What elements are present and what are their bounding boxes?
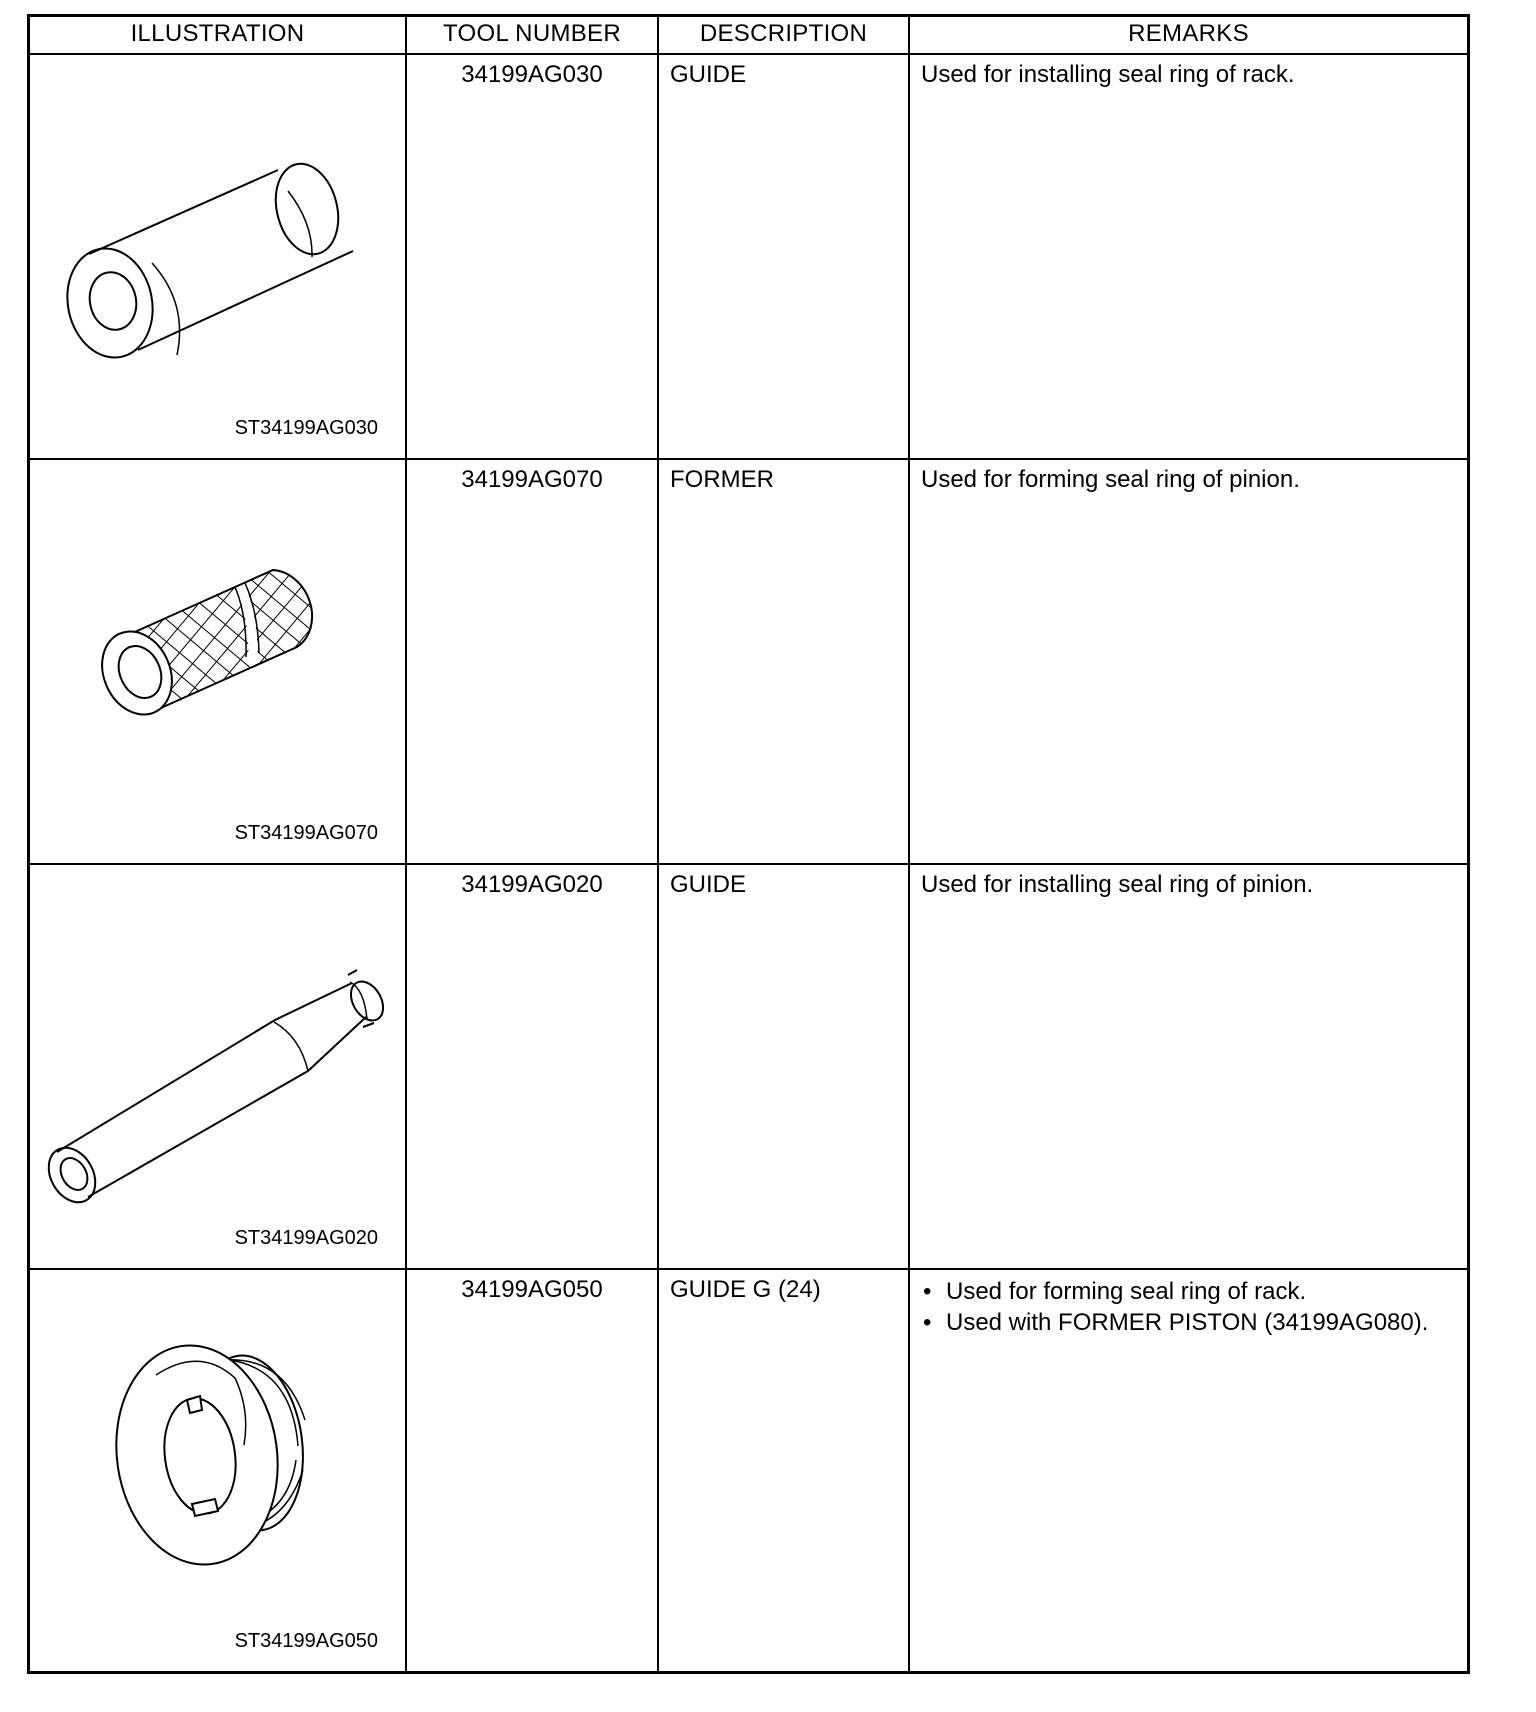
- illustration-cell: [30, 460, 407, 863]
- tool-description: GUIDE: [659, 55, 910, 458]
- tapered-guide-illustration: [30, 55, 407, 460]
- tool-remarks: [910, 865, 1467, 1268]
- bullet: •: [923, 1278, 932, 1305]
- remark-text: Used for installing seal ring of rack.: [921, 61, 1295, 88]
- header-tool-number: TOOL NUMBER: [407, 17, 659, 53]
- tool-description: GUIDE G (24): [659, 1270, 910, 1671]
- remark-text: Used for forming seal ring of pinion.: [921, 466, 1300, 493]
- tool-number: 34199AG020: [407, 865, 659, 1268]
- list-item: [921, 1307, 1467, 1338]
- illustration-cell: [30, 865, 407, 1268]
- guide-g-disc-illustration: [30, 1270, 407, 1675]
- illustration-code: ST34199AG030: [234, 417, 378, 439]
- bullet: •: [923, 1309, 932, 1336]
- tool-remarks: [910, 1270, 1467, 1671]
- header-description: DESCRIPTION: [659, 17, 910, 53]
- header-remarks: REMARKS: [1128, 20, 1249, 47]
- knurled-former-illustration: [30, 460, 407, 865]
- header-illustration: ILLUSTRATION: [30, 17, 407, 53]
- tool-number: 34199AG030: [407, 55, 659, 458]
- list-item: [921, 1276, 1467, 1307]
- table-row: [30, 1270, 1467, 1671]
- remark-text: Used for installing seal ring of pinion.: [921, 871, 1314, 898]
- tool-number: 34199AG070: [407, 460, 659, 863]
- table-row: [30, 460, 1467, 865]
- table-row: [30, 55, 1467, 460]
- tool-remarks: [910, 460, 1467, 863]
- remarks-list: [921, 1276, 1467, 1338]
- remark-text: Used with FORMER PISTON (34199AG080).: [946, 1309, 1429, 1336]
- illustration-cell: [30, 55, 407, 458]
- illustration-code: ST34199AG070: [234, 822, 378, 844]
- illustration-code: ST34199AG020: [234, 1227, 378, 1249]
- illustration-code: ST34199AG050: [234, 1630, 378, 1652]
- illustration-cell: [30, 1270, 407, 1671]
- tool-description: GUIDE: [659, 865, 910, 1268]
- remark-text: Used for forming seal ring of rack.: [946, 1278, 1307, 1305]
- table-row: [30, 865, 1467, 1270]
- long-guide-illustration: [30, 865, 407, 1270]
- tool-number: 34199AG050: [407, 1270, 659, 1671]
- table-header-row: [30, 17, 1467, 55]
- tool-description: FORMER: [659, 460, 910, 863]
- special-tools-table: [27, 14, 1470, 1674]
- tool-remarks: [910, 55, 1467, 458]
